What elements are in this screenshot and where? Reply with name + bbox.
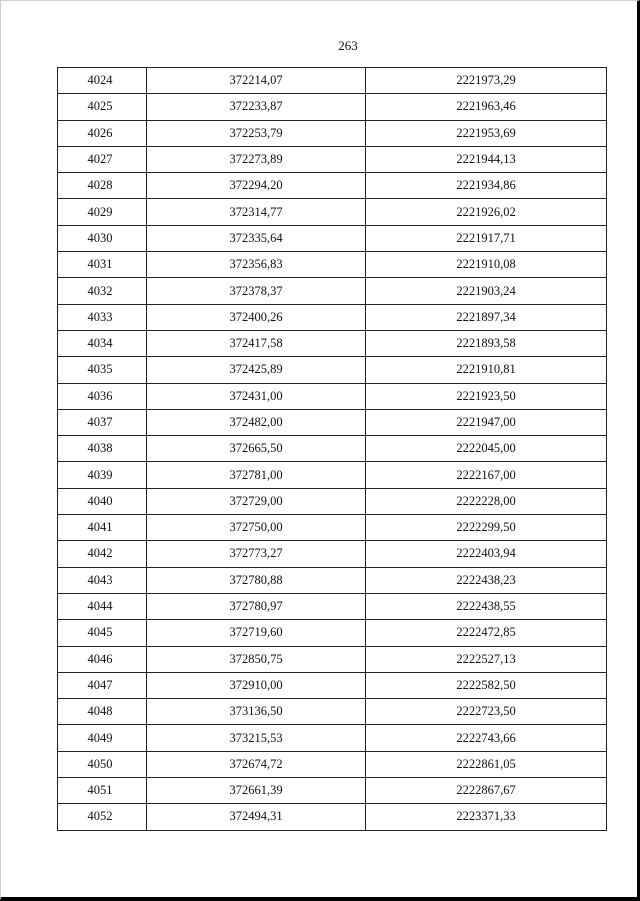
point-number-cell: 4024 [58,68,147,94]
x-coordinate-cell: 372425,89 [147,357,366,383]
y-coordinate-cell: 2222045,00 [366,436,607,462]
table-row [58,725,607,751]
y-coordinate-cell: 2222403,94 [366,541,607,567]
x-coordinate-cell: 372314,77 [147,199,366,225]
point-number-cell: 4047 [58,672,147,698]
x-coordinate-cell: 372729,00 [147,488,366,514]
point-number-cell: 4033 [58,304,147,330]
y-coordinate-cell: 2221910,81 [366,357,607,383]
point-number-cell: 4040 [58,488,147,514]
table-row [58,462,607,488]
point-number-cell: 4050 [58,751,147,777]
y-coordinate-cell: 2222743,66 [366,725,607,751]
table-row [58,751,607,777]
point-number-cell: 4030 [58,225,147,251]
x-coordinate-cell: 372494,31 [147,804,366,830]
point-number-cell: 4046 [58,646,147,672]
point-number-cell: 4044 [58,593,147,619]
point-number-cell: 4041 [58,515,147,541]
point-number-cell: 4051 [58,778,147,804]
x-coordinate-cell: 372431,00 [147,383,366,409]
y-coordinate-cell: 2222472,85 [366,620,607,646]
x-coordinate-cell: 372356,83 [147,252,366,278]
y-coordinate-cell: 2222582,50 [366,672,607,698]
table-row [58,567,607,593]
x-coordinate-cell: 372674,72 [147,751,366,777]
x-coordinate-cell: 373215,53 [147,725,366,751]
y-coordinate-cell: 2221903,24 [366,278,607,304]
x-coordinate-cell: 372719,60 [147,620,366,646]
x-coordinate-cell: 372400,26 [147,304,366,330]
y-coordinate-cell: 2221953,69 [366,120,607,146]
x-coordinate-cell: 372661,39 [147,778,366,804]
x-coordinate-cell: 372233,87 [147,94,366,120]
point-number-cell: 4034 [58,330,147,356]
point-number-cell: 4049 [58,725,147,751]
point-number-cell: 4038 [58,436,147,462]
table-row [58,357,607,383]
table-row [58,515,607,541]
table-row [58,173,607,199]
point-number-cell: 4036 [58,383,147,409]
table-row [58,68,607,94]
table-row [58,672,607,698]
point-number-cell: 4048 [58,699,147,725]
point-number-cell: 4025 [58,94,147,120]
table-row [58,804,607,830]
table-row [58,778,607,804]
y-coordinate-cell: 2221934,86 [366,173,607,199]
table-row [58,593,607,619]
point-number-cell: 4028 [58,173,147,199]
y-coordinate-cell: 2222438,23 [366,567,607,593]
page-number: 263 [338,38,358,53]
x-coordinate-cell: 372781,00 [147,462,366,488]
y-coordinate-cell: 2222299,50 [366,515,607,541]
x-coordinate-cell: 372482,00 [147,409,366,435]
x-coordinate-cell: 372378,37 [147,278,366,304]
table-row [58,436,607,462]
y-coordinate-cell: 2222723,50 [366,699,607,725]
table-row [58,330,607,356]
table-row [58,225,607,251]
y-coordinate-cell: 2221963,46 [366,94,607,120]
table-row [58,252,607,278]
table-row [58,94,607,120]
x-coordinate-cell: 372910,00 [147,672,366,698]
point-number-cell: 4052 [58,804,147,830]
x-coordinate-cell: 373136,50 [147,699,366,725]
coordinates-table-body [58,68,607,831]
table-row [58,304,607,330]
table-row [58,199,607,225]
x-coordinate-cell: 372273,89 [147,146,366,172]
y-coordinate-cell: 2222527,13 [366,646,607,672]
point-number-cell: 4037 [58,409,147,435]
table-row [58,278,607,304]
point-number-cell: 4042 [58,541,147,567]
point-number-cell: 4045 [58,620,147,646]
x-coordinate-cell: 372335,64 [147,225,366,251]
point-number-cell: 4026 [58,120,147,146]
point-number-cell: 4035 [58,357,147,383]
y-coordinate-cell: 2221944,13 [366,146,607,172]
coordinates-table [57,67,607,831]
x-coordinate-cell: 372780,88 [147,567,366,593]
x-coordinate-cell: 372850,75 [147,646,366,672]
x-coordinate-cell: 372214,07 [147,68,366,94]
table-row [58,646,607,672]
y-coordinate-cell: 2221910,08 [366,252,607,278]
point-number-cell: 4031 [58,252,147,278]
table-row [58,120,607,146]
table-row [58,488,607,514]
y-coordinate-cell: 2221923,50 [366,383,607,409]
y-coordinate-cell: 2221926,02 [366,199,607,225]
y-coordinate-cell: 2221893,58 [366,330,607,356]
x-coordinate-cell: 372253,79 [147,120,366,146]
table-row [58,699,607,725]
x-coordinate-cell: 372417,58 [147,330,366,356]
point-number-cell: 4039 [58,462,147,488]
x-coordinate-cell: 372773,27 [147,541,366,567]
y-coordinate-cell: 2222167,00 [366,462,607,488]
table-row [58,409,607,435]
x-coordinate-cell: 372294,20 [147,173,366,199]
point-number-cell: 4032 [58,278,147,304]
y-coordinate-cell: 2223371,33 [366,804,607,830]
point-number-cell: 4029 [58,199,147,225]
x-coordinate-cell: 372780,97 [147,593,366,619]
x-coordinate-cell: 372750,00 [147,515,366,541]
table-row [58,146,607,172]
table-row [58,383,607,409]
table-row [58,541,607,567]
point-number-cell: 4027 [58,146,147,172]
y-coordinate-cell: 2221917,71 [366,225,607,251]
y-coordinate-cell: 2222861,05 [366,751,607,777]
x-coordinate-cell: 372665,50 [147,436,366,462]
point-number-cell: 4043 [58,567,147,593]
y-coordinate-cell: 2221897,34 [366,304,607,330]
y-coordinate-cell: 2222867,67 [366,778,607,804]
y-coordinate-cell: 2221947,00 [366,409,607,435]
y-coordinate-cell: 2222438,55 [366,593,607,619]
table-row [58,620,607,646]
y-coordinate-cell: 2221973,29 [366,68,607,94]
y-coordinate-cell: 2222228,00 [366,488,607,514]
